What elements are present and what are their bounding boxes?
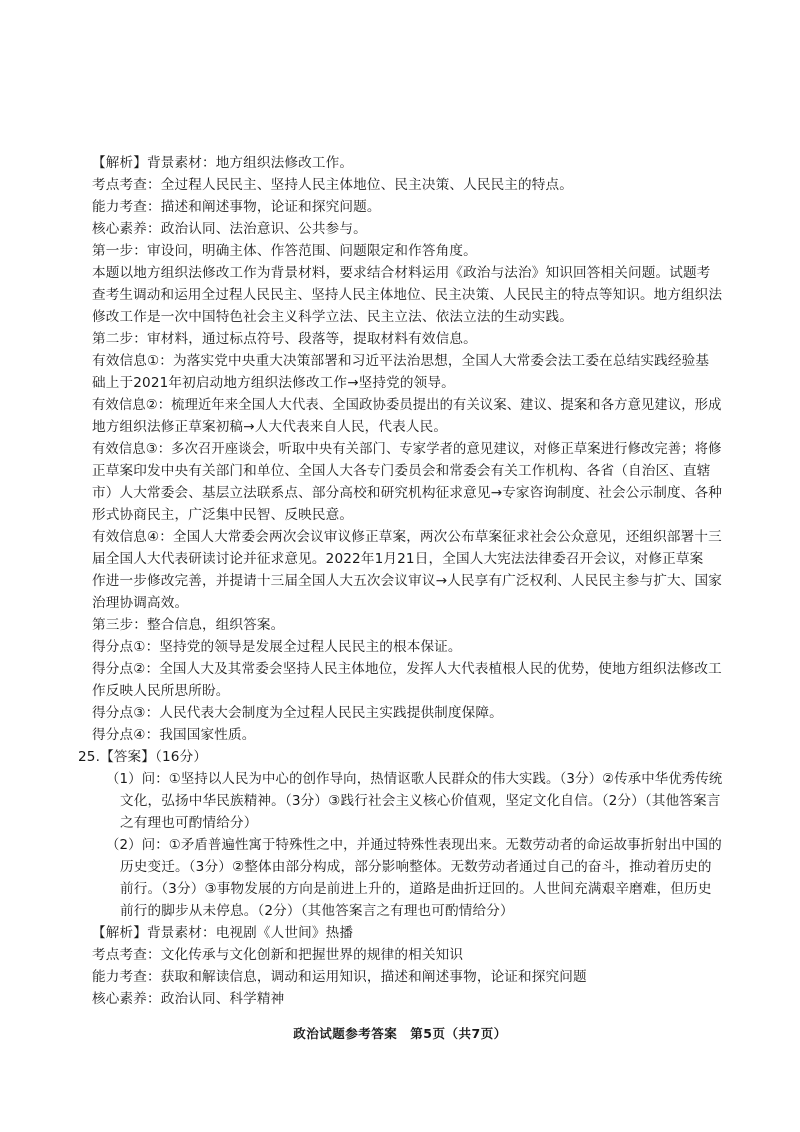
text-line: 有效信息③：多次召开座谈会，听取中央有关部门、专家学者的意见建议，对修正草案进行修改完善；将修 — [92, 441, 722, 457]
text-line: 得分点③：人民代表大会制度为全过程人民民主实践提供制度保障。 — [92, 705, 503, 721]
text-line: 前行。（3分）③事物发展的方向是前进上升的，道路是曲折迂回的。人世间充满艰辛磨难，但历史 — [120, 881, 712, 897]
text-line: 形式协商民主，广泛集中民智、反映民意。 — [92, 507, 354, 523]
text-line: 础上于2021年初启动地方组织法修改工作→坚持党的领导。 — [92, 375, 455, 391]
text-line: 得分点②：全国人大及其常委会坚持人民主体地位，发挥人大代表植根人民的优势，使地方组织法修改工 — [92, 661, 722, 677]
question-number-heading: 25.【答案】（16分） — [78, 749, 208, 765]
text-line: 核心素养：政治认同、科学精神 — [92, 991, 285, 1007]
text-line: 第二步：审材料，通过标点符号、段落等，提取材料有效信息。 — [92, 331, 477, 347]
text-line: 能力考查：描述和阐述事物，论证和探究问题。 — [92, 199, 381, 215]
text-line: 届全国人大代表研读讨论并征求意见。2022年1月21日，全国人大宪法法律委召开会议，对修正草案 — [92, 551, 704, 567]
text-line: 【解析】背景素材：地方组织法修改工作。 — [92, 155, 354, 171]
text-line: 得分点④：我国国家性质。 — [92, 727, 256, 743]
text-line: 本题以地方组织法修改工作为背景材料，要求结合材料运用《政治与法治》知识回答相关问题。试题考 — [92, 265, 711, 281]
text-line: 文化，弘扬中华民族精神。（3分）③践行社会主义核心价值观，坚定文化自信。（2分）（其他答案言 — [120, 793, 721, 809]
text-line: 地方组织法修正草案初稿→人大代表来自人民，代表人民。 — [92, 419, 448, 435]
answer-part-1: （1）问：①坚持以人民为中心的创作导向，热情讴歌人民群众的伟大实践。（3分）②传承中华优秀传统 — [106, 771, 723, 787]
text-line: 市）人大常委会、基层立法联系点、部分高校和研究机构征求意见→专家咨询制度、社会公示制度、各种 — [92, 485, 723, 501]
text-line: 历史变迁。（3分）②整体由部分构成，部分影响整体。无数劳动者通过自己的奋斗，推动着历史的 — [120, 859, 712, 875]
text-line: 第一步：审设问，明确主体、作答范围、问题限定和作答角度。 — [92, 243, 477, 259]
text-line: 有效信息④：全国人大常委会两次会议审议修正草案，两次公布草案征求社会公众意见，还组织部署十三 — [92, 529, 722, 545]
text-line: 有效信息②：梳理近年来全国人大代表、全国政协委员提出的有关议案、建议、提案和各方意见建议，形成 — [92, 397, 722, 413]
text-line: 修改工作是一次中国特色社会主义科学立法、民主立法、依法立法的生动实践。 — [92, 309, 574, 325]
text-line: 考点考查：全过程人民民主、坚持人民主体地位、民主决策、人民民主的特点。 — [92, 177, 574, 193]
text-line: 考点考查：文化传承与文化创新和把握世界的规律的相关知识 — [92, 947, 464, 963]
text-line: 第三步：整合信息，组织答案。 — [92, 617, 285, 633]
text-line: 治理协调高效。 — [92, 595, 189, 611]
text-line: 之有理也可酌情给分） — [120, 815, 258, 831]
text-line: 得分点①：坚持党的领导是发展全过程人民民主的根本保证。 — [92, 639, 462, 655]
text-line: 作进一步修改完善，并提请十三届全国人大五次会议审议→人民享有广泛权利、人民民主参与扩大、国家 — [92, 573, 723, 589]
text-line: 正草案印发中央有关部门和单位、全国人大各专门委员会和常委会有关工作机构、各省（自治区、直辖 — [92, 463, 711, 479]
page-footer: 政治试题参考答案 第5页（共7页） — [293, 1026, 507, 1041]
text-line: 【解析】背景素材：电视剧《人世间》热播 — [92, 925, 354, 941]
text-line: 作反映人民所思所盼。 — [92, 683, 230, 699]
text-line: 查考生调动和运用全过程人民民主、坚持人民主体地位、民主决策、人民民主的特点等知识。地方组织法 — [92, 287, 723, 303]
text-line: 能力考查：获取和解读信息，调动和运用知识，描述和阐述事物，论证和探究问题 — [92, 969, 587, 985]
answer-part-2: （2）问：①矛盾普遍性寓于特殊性之中，并通过特殊性表现出来。无数劳动者的命运故事折射出中国的 — [106, 837, 722, 853]
text-line: 有效信息①：为落实党中央重大决策部署和习近平法治思想，全国人大常委会法工委在总结实践经验基 — [92, 353, 710, 369]
text-line: 核心素养：政治认同、法治意识、公共参与。 — [92, 221, 367, 237]
text-line: 前行的脚步从未停息。（2分）（其他答案言之有理也可酌情给分） — [120, 903, 514, 919]
